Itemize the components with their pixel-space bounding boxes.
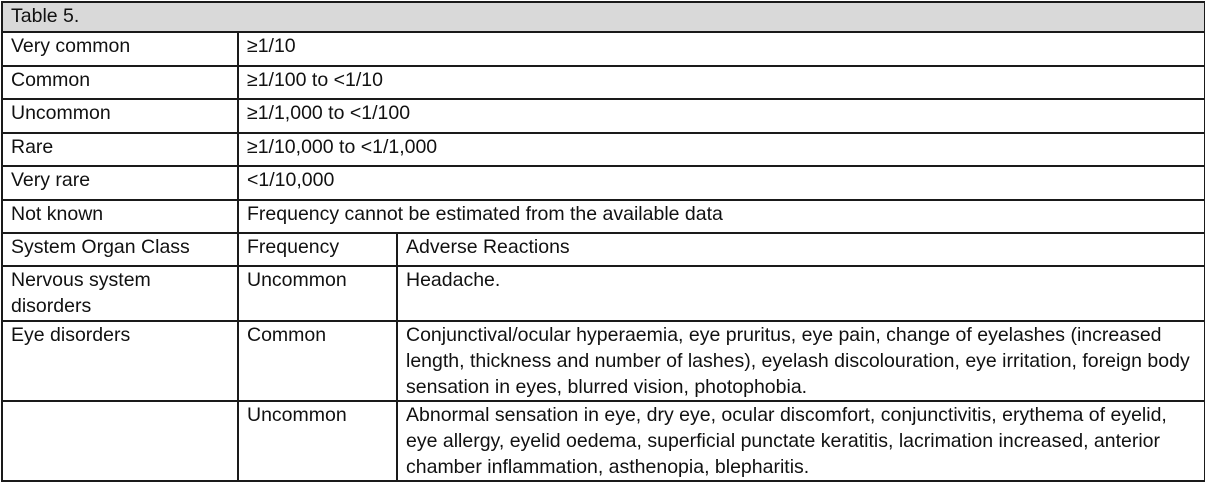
frequency-definition-row (2, 99, 1205, 133)
table-row (2, 266, 1205, 321)
frequency-term: Not known (2, 200, 238, 234)
column-header-frequency: Frequency (238, 233, 397, 266)
frequency-definition: ≥1/1,000 to <1/100 (238, 99, 1205, 133)
frequency-definition: ≥1/10 (238, 32, 1205, 66)
table-row (2, 321, 1205, 401)
frequency-term: Very common (2, 32, 238, 66)
frequency-cell: Common (238, 321, 397, 401)
table-title-row (2, 2, 1205, 32)
table-title: Table 5. (2, 2, 1205, 32)
frequency-cell: Uncommon (238, 266, 397, 321)
column-header-adverse-reactions: Adverse Reactions (397, 233, 1205, 266)
frequency-definition-row (2, 133, 1205, 167)
frequency-term: Rare (2, 133, 238, 167)
frequency-definition: <1/10,000 (238, 166, 1205, 200)
frequency-definition: Frequency cannot be estimated from the available data (238, 200, 1205, 234)
frequency-term: Very rare (2, 166, 238, 200)
frequency-definition-row (2, 66, 1205, 100)
frequency-definition-row (2, 166, 1205, 200)
frequency-definition-row (2, 32, 1205, 66)
frequency-definition: ≥1/10,000 to <1/1,000 (238, 133, 1205, 167)
adverse-reactions-cell: Conjunctival/ocular hyperaemia, eye pruritus, eye pain, change of eyelashes (increased length, thickness and number of lashes), eyelash discolouration, eye irritation, foreign body sensation in eyes, blurred vision, photophobia. (397, 321, 1205, 401)
adverse-reactions-cell: Headache. (397, 266, 1205, 321)
adverse-reactions-cell: Abnormal sensation in eye, dry eye, ocular discomfort, conjunctivitis, erythema of eyelid, eye allergy, eyelid oedema, superficial punctate keratitis, lacrimation increased, anterior chamber inflammation, asthenopia, blepharitis. (397, 401, 1205, 481)
table-row (2, 401, 1205, 481)
column-header-row (2, 233, 1205, 266)
frequency-definition-row (2, 200, 1205, 234)
system-organ-class-cell: Nervous system disorders (2, 266, 238, 321)
frequency-definition: ≥1/100 to <1/10 (238, 66, 1205, 100)
system-organ-class-cell (2, 401, 238, 481)
frequency-cell: Uncommon (238, 401, 397, 481)
column-header-system-organ-class: System Organ Class (2, 233, 238, 266)
frequency-term: Common (2, 66, 238, 100)
system-organ-class-cell: Eye disorders (2, 321, 238, 401)
frequency-term: Uncommon (2, 99, 238, 133)
adverse-reactions-table (1, 1, 1205, 482)
